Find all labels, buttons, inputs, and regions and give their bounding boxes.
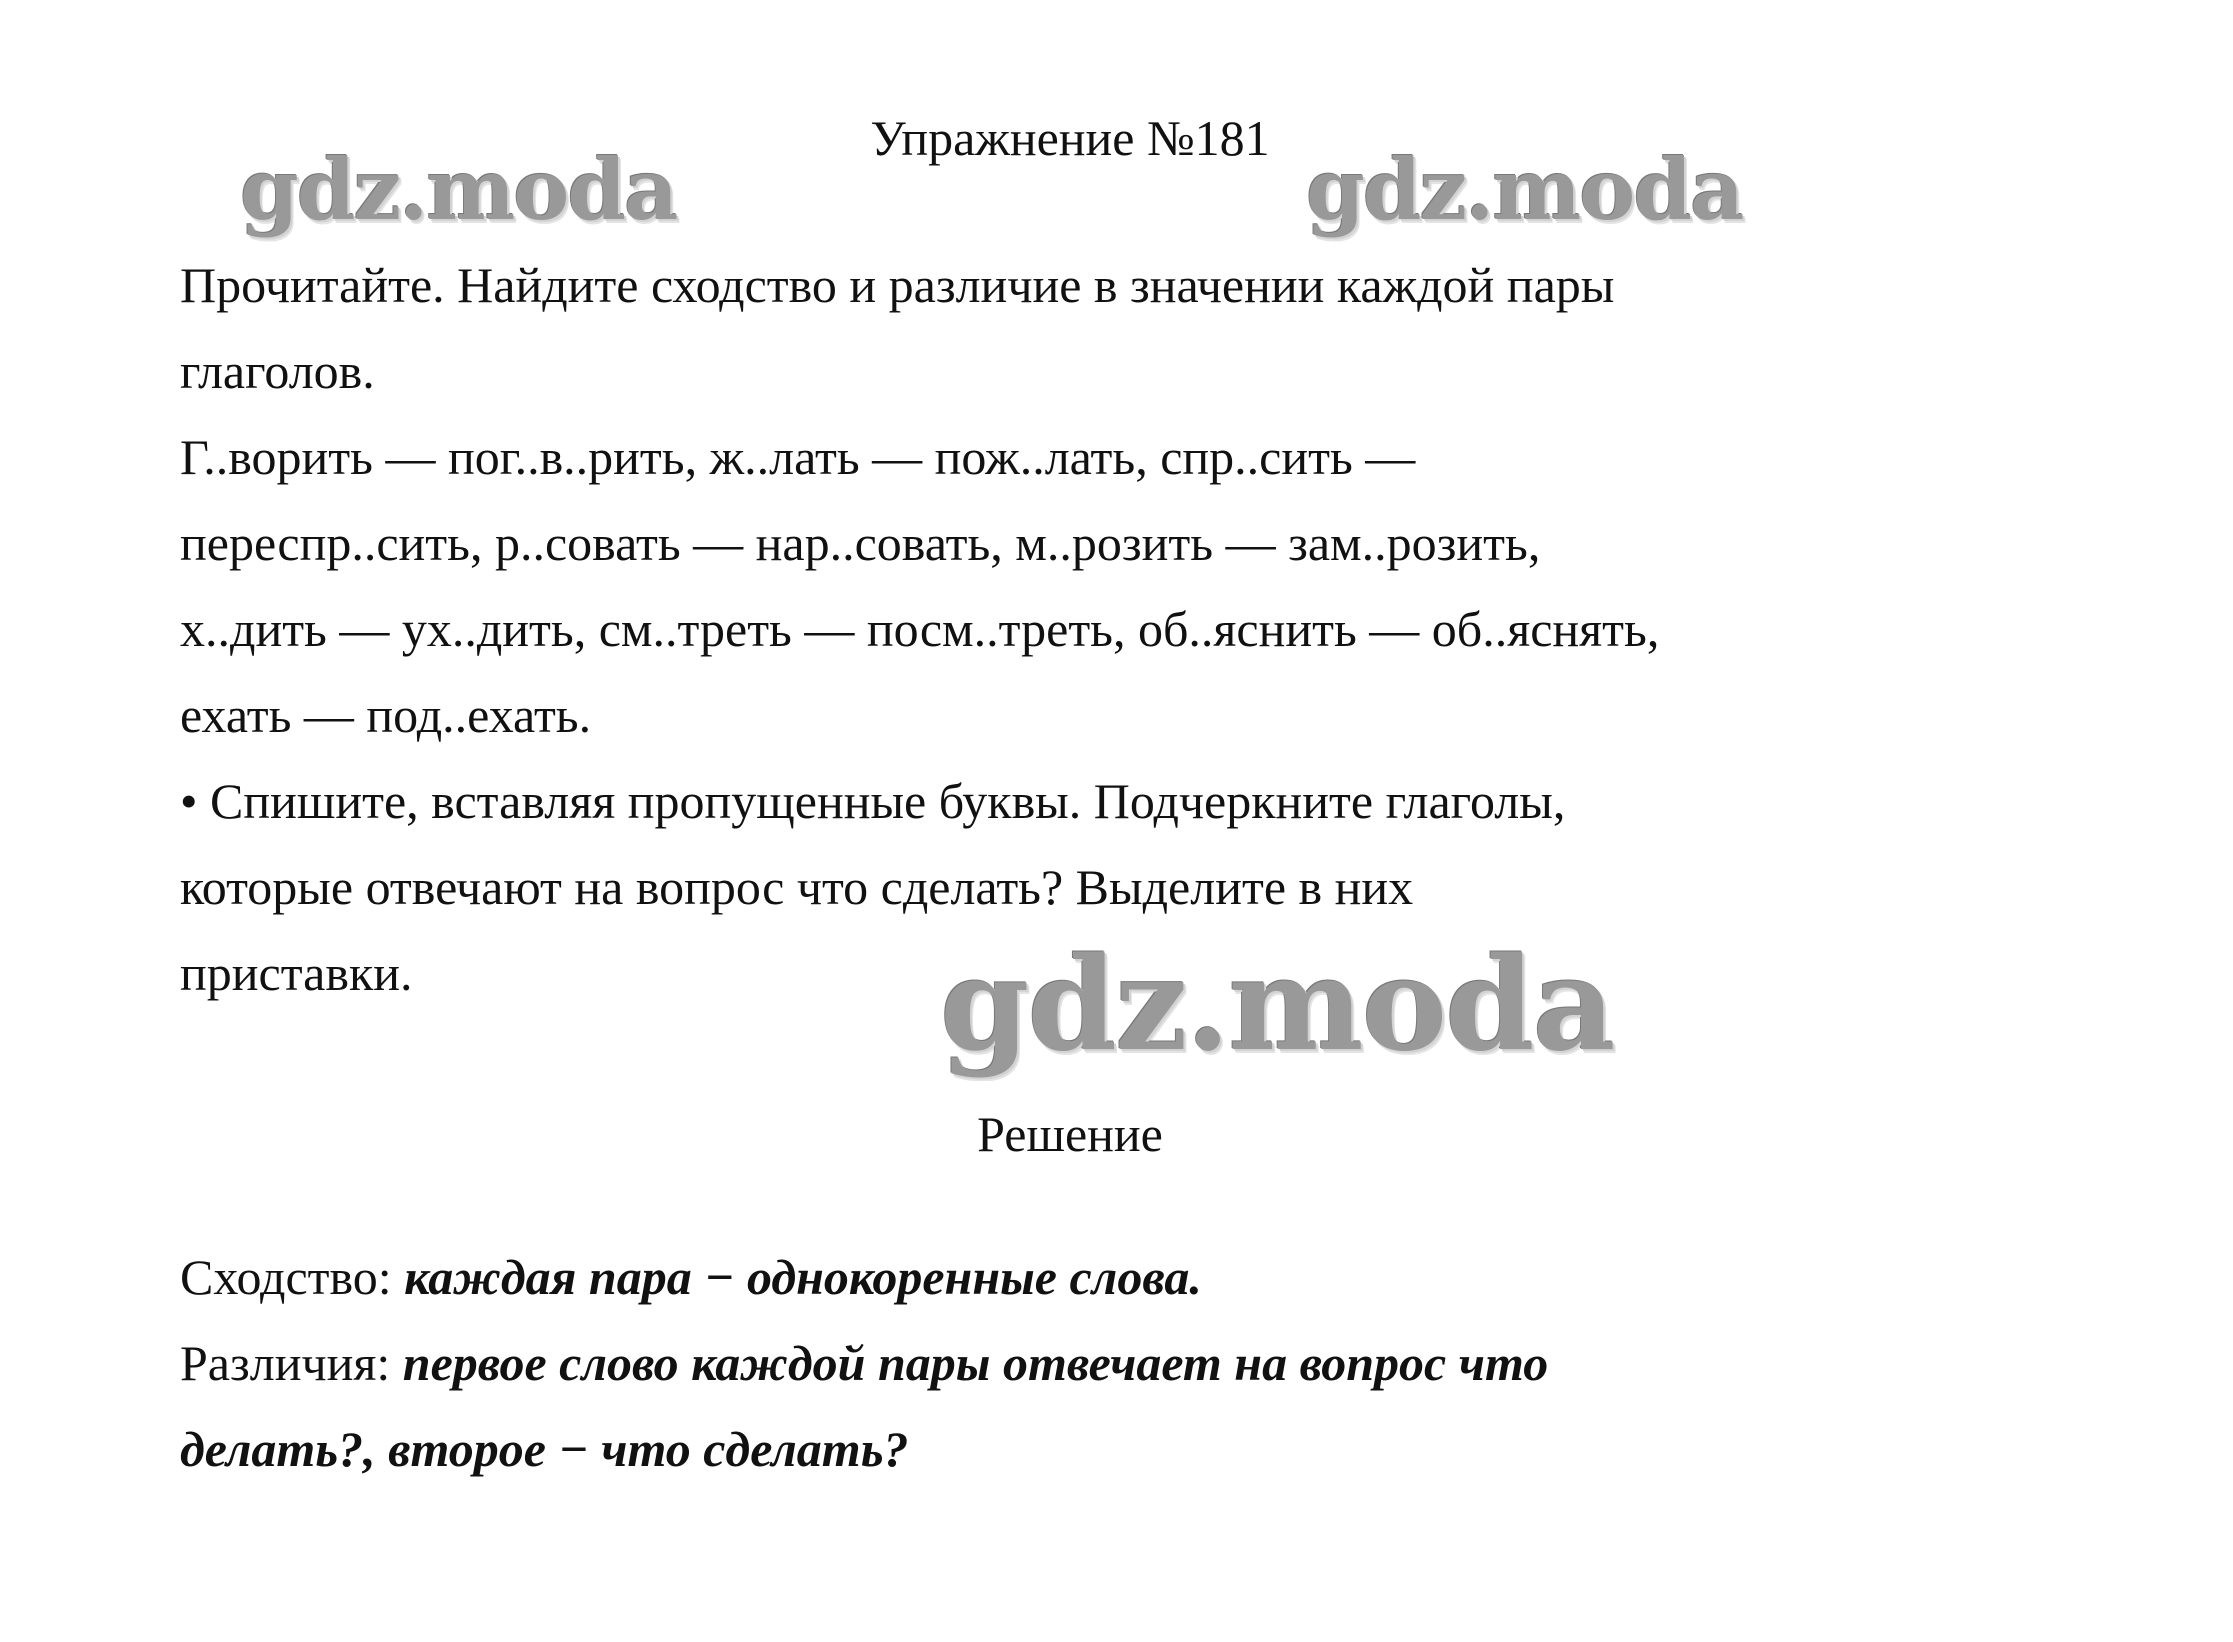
exercise-title: Упражнение №181 — [870, 110, 1270, 166]
answer-label: Различия: — [180, 1335, 403, 1391]
task-line: приставки. — [180, 945, 413, 1001]
answer-block — [180, 1234, 2020, 1492]
task-line: глаголов. — [180, 343, 375, 399]
answer-line-differences — [180, 1320, 2020, 1406]
answer-text: каждая пара − однокоренные слова. — [404, 1249, 1202, 1305]
watermark-logo-3: gdz.moda — [940, 930, 1614, 1080]
task-line: Г..ворить — пог..в..рить, ж..лать — пож..лать, спр..сить — — [180, 429, 1416, 485]
solution-title: Решение — [977, 1106, 1163, 1162]
answer-line-differences-continued — [180, 1406, 2020, 1492]
answer-line-similarity — [180, 1234, 2020, 1320]
task-line: переспр..сить, р..совать — нар..совать, м..розить — зам..розить, — [180, 515, 1541, 571]
task-line: которые отвечают на вопрос что сделать? Выделите в них — [180, 859, 1414, 915]
task-text — [180, 242, 2020, 1016]
task-line: х..дить — ух..дить, см..треть — посм..треть, об..яснить — об..яснять, — [180, 601, 1660, 657]
task-line: • Спишите, вставляя пропущенные буквы. Подчеркните глаголы, — [180, 773, 1566, 829]
watermark-logo-1: gdz.moda — [240, 140, 677, 239]
watermark-logo-2: gdz.moda — [1306, 140, 1743, 239]
answer-label: Сходство: — [180, 1249, 405, 1305]
answer-text: первое слово каждой пары отвечает на вопрос что — [402, 1335, 1549, 1391]
answer-text: делать?, второе − что сделать? — [180, 1421, 909, 1477]
task-line: Прочитайте. Найдите сходство и различие в значении каждой пары — [180, 257, 1615, 313]
task-line: ехать — под..ехать. — [180, 687, 592, 743]
